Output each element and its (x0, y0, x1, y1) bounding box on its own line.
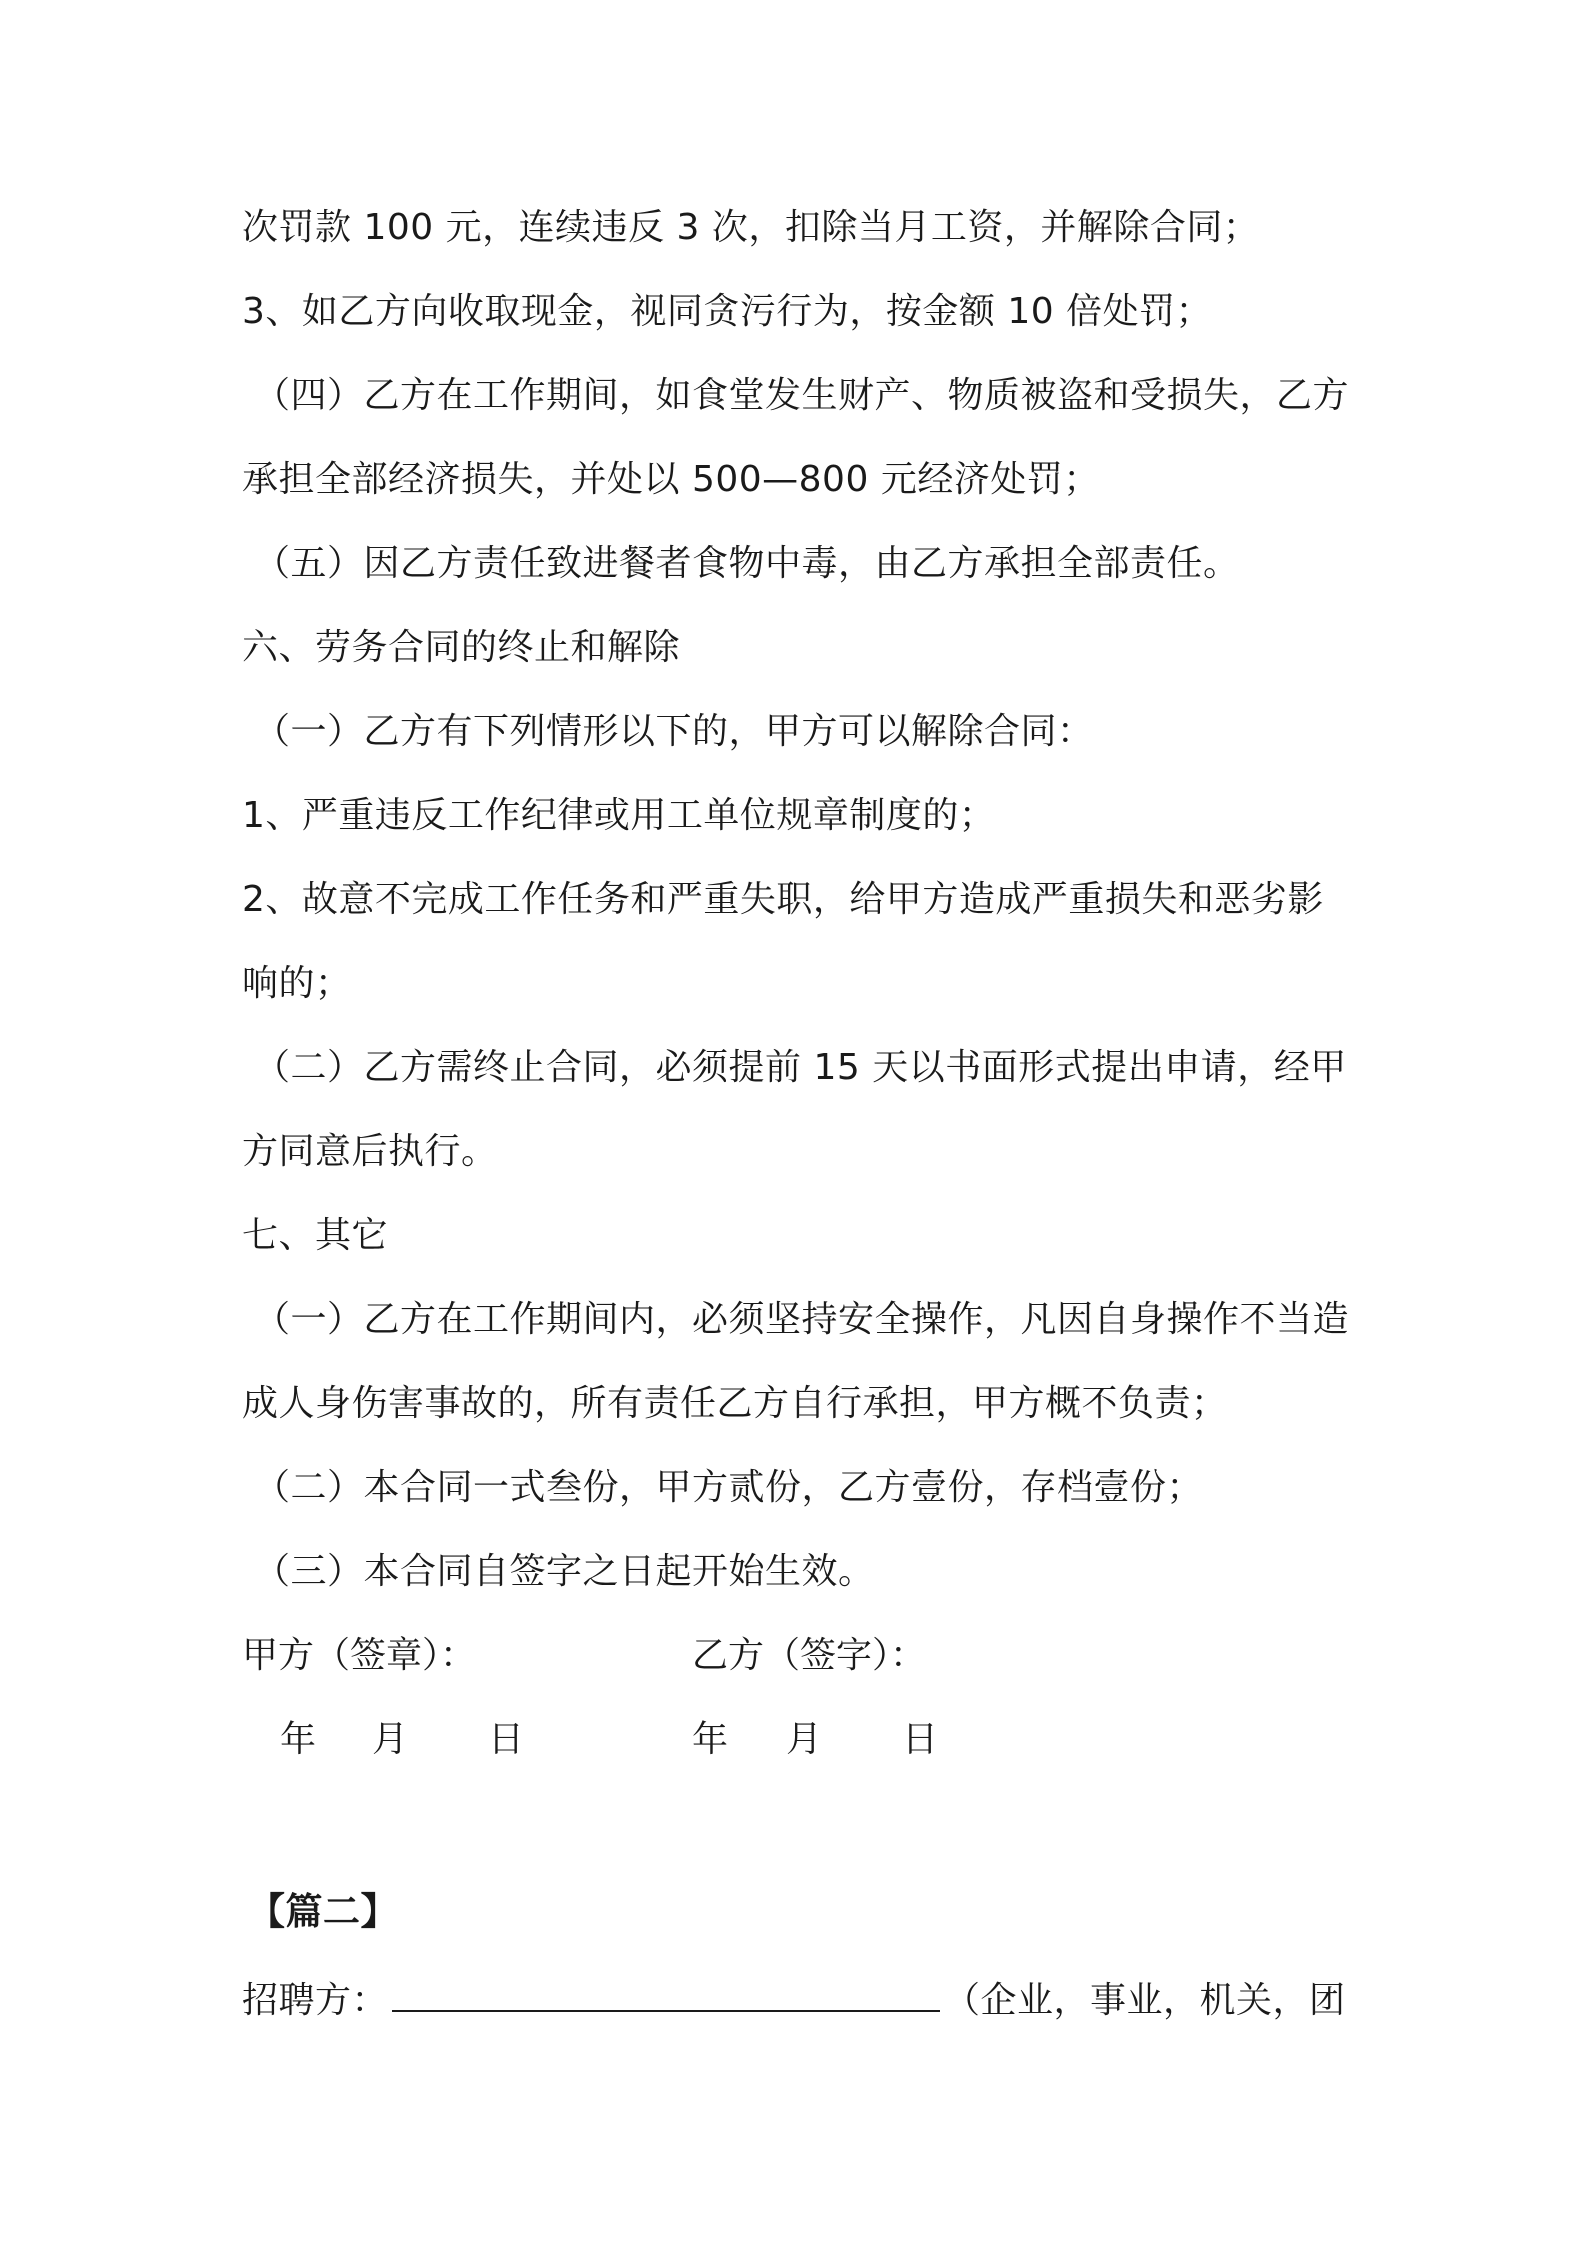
text-line: 成人身伤害事故的，所有责任乙方自行承担，甲方概不负责； (242, 1383, 1228, 1424)
text-line: （二）乙方需终止合同，必须提前 15 天以书面形式提出申请，经甲 (254, 1047, 1347, 1088)
recruiter-line (242, 1972, 1346, 2025)
party-a-signature-label: 甲方（签章）： (242, 1635, 477, 1676)
text-line: 1、严重违反工作纪律或用工单位规章制度的； (242, 795, 996, 836)
recruiter-label: 招聘方： (242, 1980, 389, 2021)
section-two-title: 【篇二】 (248, 1890, 398, 1933)
text-line: （三）本合同自签字之日起开始生效。 (254, 1551, 875, 1592)
party-b-date-year: 年 (692, 1719, 729, 1760)
party-a-date-day: 日 (488, 1719, 525, 1760)
party-a-date-year: 年 (280, 1719, 317, 1760)
text-line: 次罚款 100 元，连续违反 3 次，扣除当月工资，并解除合同； (242, 207, 1260, 248)
text-line: （二）本合同一式叁份，甲方贰份，乙方壹份，存档壹份； (254, 1467, 1204, 1508)
section-heading: 六、劳务合同的终止和解除 (242, 627, 681, 668)
party-a-date-month: 月 (372, 1719, 409, 1760)
text-line: 3、如乙方向收取现金，视同贪污行为，按金额 10 倍处罚； (242, 291, 1213, 332)
text-line: 方同意后执行。 (242, 1131, 498, 1172)
recruiter-type-text: （企业，事业，机关，团 (944, 1980, 1346, 2021)
party-b-signature-label: 乙方（签字）： (692, 1635, 927, 1676)
recruiter-name-blank[interactable] (392, 1972, 940, 2012)
text-line: （一）乙方在工作期间内，必须坚持安全操作，凡因自身操作不当造 (254, 1299, 1350, 1340)
text-line: （四）乙方在工作期间，如食堂发生财产、物质被盗和受损失，乙方 (254, 375, 1350, 416)
party-b-date-day: 日 (902, 1719, 939, 1760)
text-line: （五）因乙方责任致进餐者食物中毒，由乙方承担全部责任。 (254, 543, 1240, 584)
party-b-date-month: 月 (786, 1719, 823, 1760)
text-line: 承担全部经济损失，并处以 500—800 元经济处罚； (242, 459, 1100, 500)
section-heading: 七、其它 (242, 1215, 389, 1256)
text-line: 2、故意不完成工作任务和严重失职，给甲方造成严重损失和恶劣影 (242, 879, 1324, 920)
text-line: （一）乙方有下列情形以下的，甲方可以解除合同： (254, 711, 1094, 752)
text-line: 响的； (242, 963, 352, 1004)
